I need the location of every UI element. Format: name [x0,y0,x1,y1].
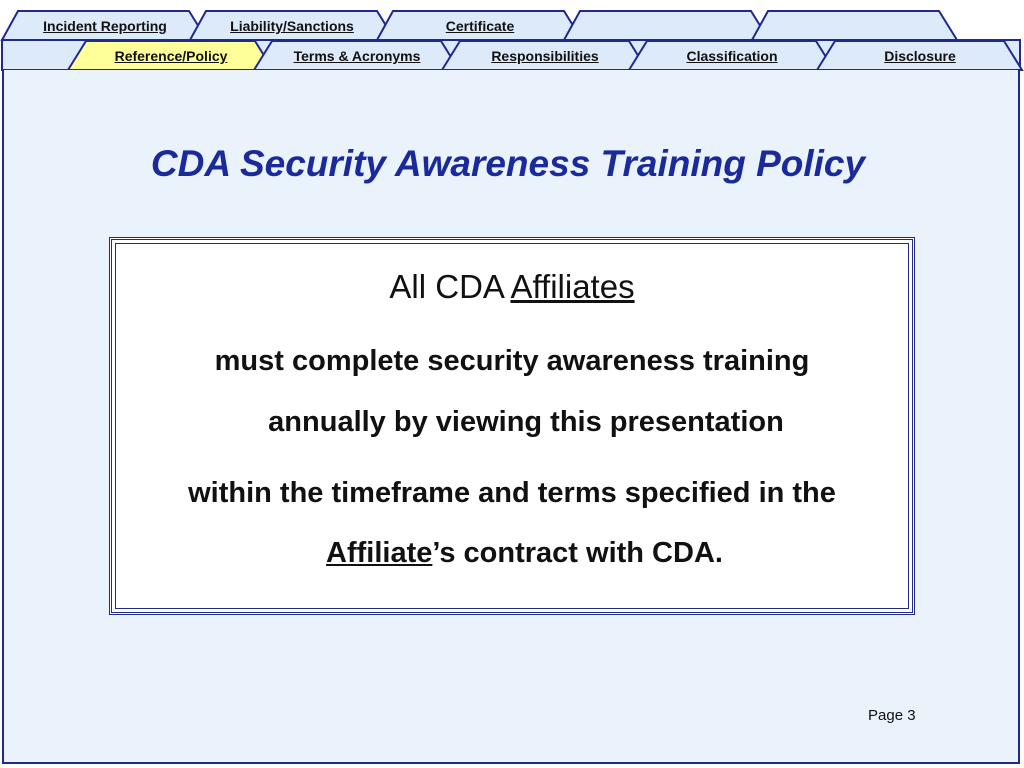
affiliates-link[interactable]: Affiliates [510,268,635,305]
page-number: Page 3 [868,707,916,724]
affiliate-link[interactable]: Affiliate [326,537,433,569]
policy-line-4: within the timeframe and terms specified in the [188,477,836,509]
policy-line-3: annually by viewing this presentation [268,406,784,438]
tab-terms-acronyms[interactable]: Terms & Acronyms [293,48,421,64]
back-tab-shape-4[interactable] [752,11,957,40]
tab-responsibilities[interactable]: Responsibilities [491,48,599,64]
policy-line-2: must complete security awareness training [214,345,810,377]
tab-classification[interactable]: Classification [686,48,778,64]
policy-line-1 [112,268,912,306]
policy-line-5 [112,537,912,570]
page-title: CDA Security Awareness Training Policy [150,143,866,184]
back-tab-shape-3[interactable] [564,11,769,40]
tab-incident-reporting[interactable]: Incident Reporting [43,18,167,34]
tab-certificate[interactable]: Certificate [445,18,515,34]
policy-line-1-prefix: All CDA [389,268,511,305]
tab-liability-sanctions[interactable]: Liability/Sanctions [230,18,354,34]
policy-line-5-suffix: ’s contract with CDA. [432,537,723,569]
tab-strip [0,0,1024,80]
tab-disclosure[interactable]: Disclosure [884,48,956,64]
tab-reference-policy[interactable]: Reference/Policy [114,48,228,64]
policy-box [109,237,915,615]
